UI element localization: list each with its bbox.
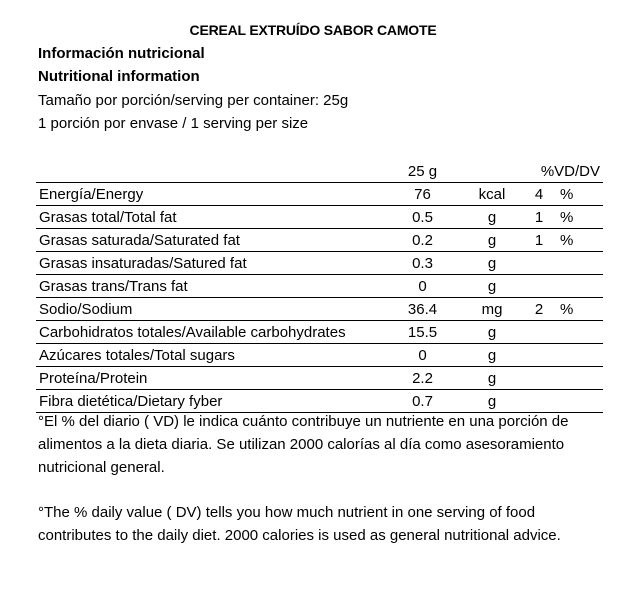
nutrient-unit: mg <box>481 300 503 318</box>
table-row <box>36 275 603 298</box>
nutrient-value: 36.4 <box>407 300 438 318</box>
nutrient-value: 0 <box>418 277 427 295</box>
nutrient-unit: g <box>487 208 497 226</box>
nutrient-value: 0.2 <box>412 231 433 249</box>
nutrient-unit: g <box>487 231 497 249</box>
footnote-es: °El % del diario ( VD) le indica cuánto contribuye un nutriente en una porción de alimentos a la dieta diaria. Se utilizan 2000 calorías al día como asesoramiento nutricional general. <box>38 413 569 476</box>
nutrient-unit: g <box>487 277 497 295</box>
nutrient-unit: g <box>487 392 497 410</box>
nutrient-unit: g <box>487 346 497 364</box>
table-row <box>36 183 603 206</box>
nutrition-table <box>36 160 603 413</box>
nutrient-dv-percent-sign <box>557 321 603 344</box>
nutrient-dv: 2 <box>534 300 544 318</box>
nutrient-value: 76 <box>414 185 431 203</box>
nutrient-dv <box>521 344 557 367</box>
nutrient-dv-percent-sign: % <box>560 300 574 318</box>
nutrient-dv: 1 <box>534 208 544 226</box>
nutrient-unit: g <box>487 369 497 387</box>
serving-size: Tamaño por porción/serving per container: 25g <box>38 92 349 109</box>
footnote-en: °The % daily value ( DV) tells you how much nutrient in one serving of food contributes to the daily diet. 2000 calories is used as general nutritional advice. <box>38 504 561 544</box>
nutrient-unit: kcal <box>478 185 506 203</box>
nutrient-unit: g <box>487 254 497 272</box>
table-row <box>36 344 603 367</box>
nutrient-name: Azúcares totales/Total sugars <box>39 346 235 364</box>
table-row <box>36 298 603 321</box>
table-header-row <box>36 160 603 183</box>
nutrient-value: 0 <box>418 346 427 364</box>
nutrient-name: Grasas trans/Trans fat <box>39 277 188 295</box>
nutrient-name: Grasas insaturadas/Satured fat <box>39 254 247 272</box>
table-row <box>36 367 603 390</box>
nutrient-value: 0.5 <box>412 208 433 226</box>
nutrient-dv: 4 <box>534 185 544 203</box>
nutrient-dv-percent-sign <box>557 252 603 275</box>
nutrient-unit: g <box>487 323 497 341</box>
nutrient-dv-percent-sign: % <box>560 208 574 226</box>
nutrient-value: 0.7 <box>412 392 433 410</box>
table-row <box>36 252 603 275</box>
nutrient-dv-percent-sign: % <box>560 185 574 203</box>
nutrient-dv-percent-sign <box>557 275 603 298</box>
table-row <box>36 321 603 344</box>
nutrient-value: 2.2 <box>412 369 433 387</box>
nutrient-name: Carbohidratos totales/Available carbohydrates <box>39 323 346 341</box>
nutrient-dv <box>521 321 557 344</box>
nutrient-dv-percent-sign <box>557 367 603 390</box>
table-row <box>36 206 603 229</box>
nutrient-name: Grasas total/Total fat <box>39 208 177 226</box>
nutrient-dv <box>521 367 557 390</box>
servings-per-container: 1 porción por envase / 1 serving per size <box>38 115 309 132</box>
nutrient-dv <box>521 252 557 275</box>
nutrient-name: Sodio/Sodium <box>39 300 133 318</box>
nutrient-name: Grasas saturada/Saturated fat <box>39 231 240 249</box>
product-title: CEREAL EXTRUÍDO SABOR CAMOTE <box>189 22 437 38</box>
nutrient-dv: 1 <box>534 231 544 249</box>
dv-column-header: %VD/DV <box>540 162 600 180</box>
heading-en: Nutritional information <box>38 68 200 85</box>
nutrient-value: 0.3 <box>412 254 433 272</box>
nutrient-dv <box>521 275 557 298</box>
nutrient-name: Proteína/Protein <box>39 369 148 387</box>
nutrient-name: Energía/Energy <box>39 185 144 203</box>
nutrient-value: 15.5 <box>407 323 438 341</box>
nutrient-dv-percent-sign: % <box>560 231 574 249</box>
nutrient-dv-percent-sign <box>557 344 603 367</box>
amount-column-header: 25 g <box>407 162 438 180</box>
nutrient-name: Fibra dietética/Dietary fyber <box>39 392 223 410</box>
heading-es: Información nutricional <box>38 45 205 62</box>
table-row <box>36 229 603 252</box>
